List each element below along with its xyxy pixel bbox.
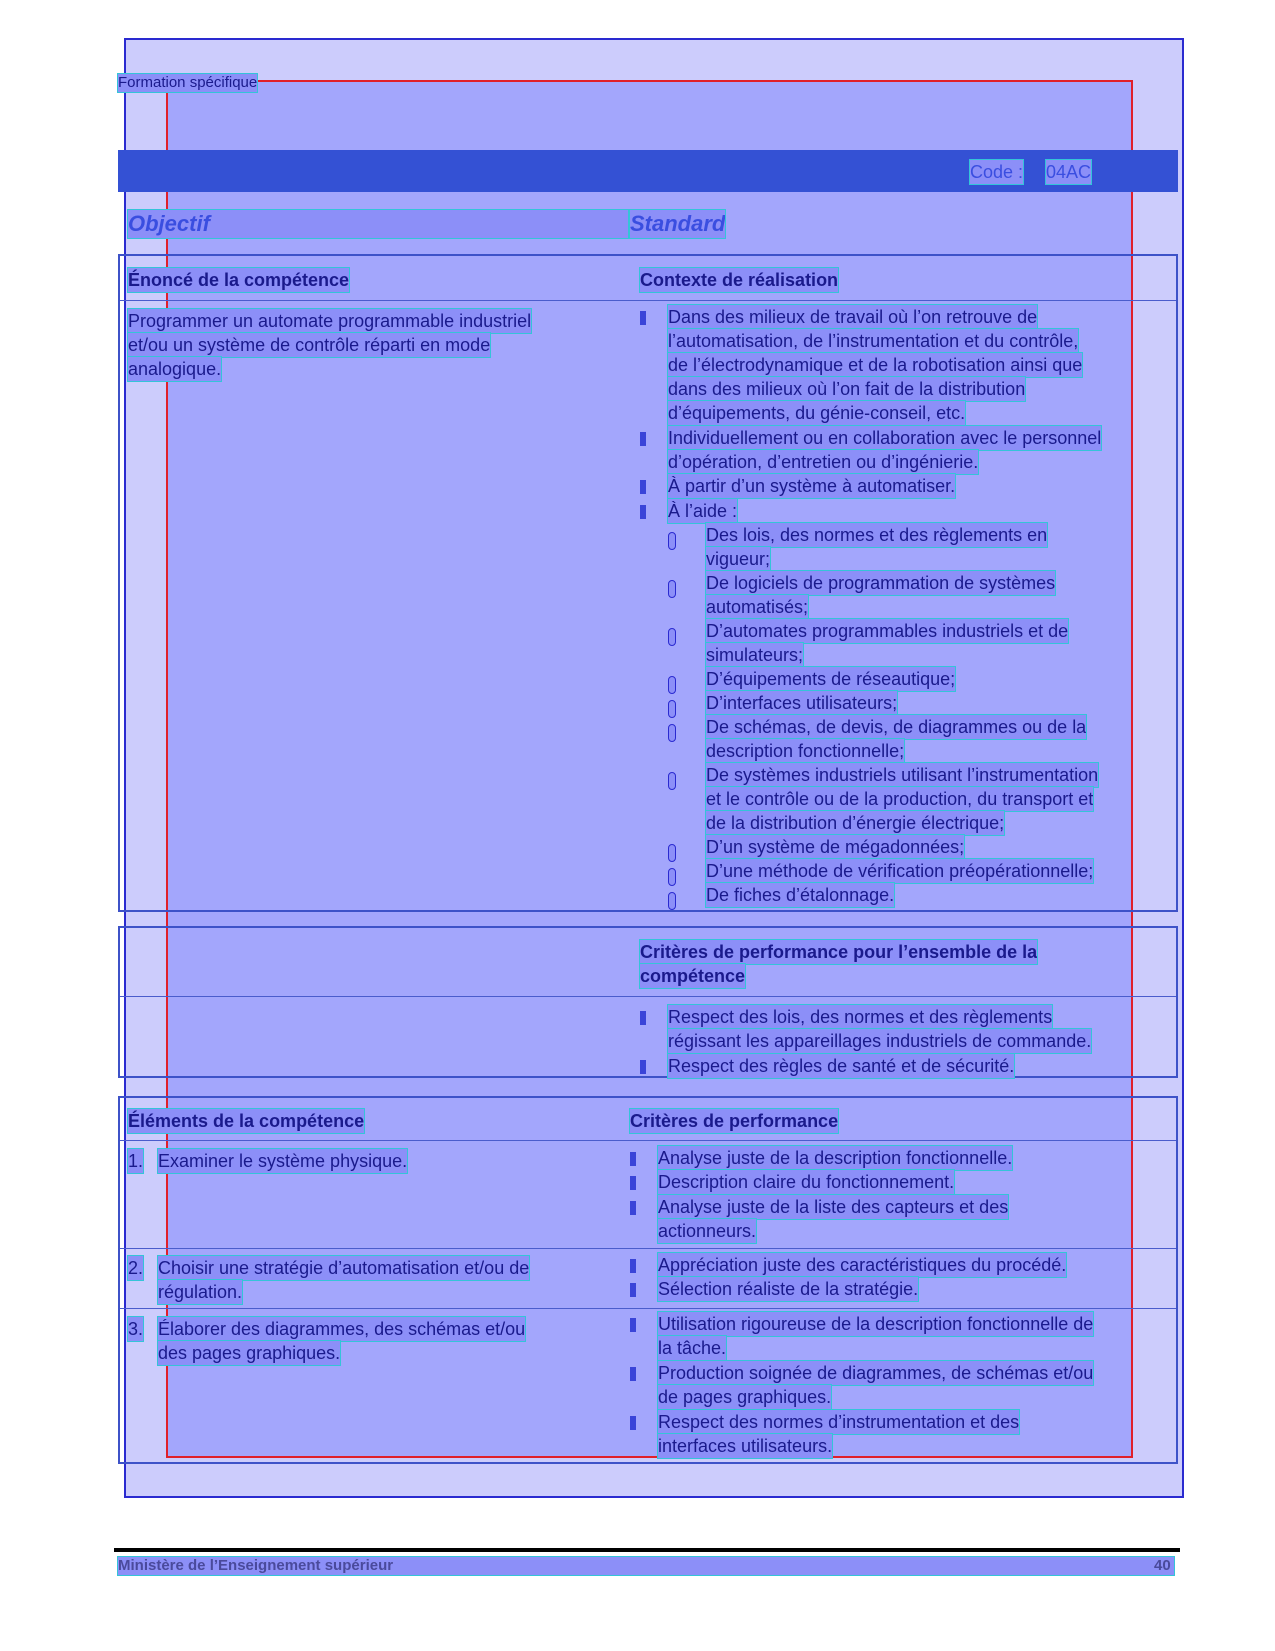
footer-rule <box>114 1548 1180 1552</box>
context-line: Individuellement ou en collaboration avec le personnel <box>668 428 1102 448</box>
context-line: l’automatisation, de l’instrumentation et du contrôle, <box>668 331 1079 351</box>
sub-item-line: et le contrôle ou de la production, du transport et <box>706 789 1094 809</box>
criterion-line: Sélection réaliste de la stratégie. <box>658 1279 919 1299</box>
bullet-icon <box>630 1416 636 1430</box>
code-value: 04AC <box>1046 162 1092 182</box>
bullet-icon <box>640 480 646 494</box>
standard-heading: Standard <box>630 211 726 236</box>
criterion-line: actionneurs. <box>658 1221 757 1241</box>
sub-item-line: automatisés; <box>706 597 809 617</box>
circle-bullet-icon <box>668 868 676 886</box>
statement-line: Programmer un automate programmable industriel <box>128 311 532 331</box>
context-heading: Contexte de réalisation <box>640 270 839 290</box>
element-number: 1. <box>128 1151 144 1171</box>
circle-bullet-icon <box>668 772 676 790</box>
criterion-line: Respect des normes d’instrumentation et des <box>658 1412 1020 1432</box>
element-line: des pages graphiques. <box>158 1343 341 1363</box>
element-number: 2. <box>128 1258 144 1278</box>
bullet-icon <box>630 1259 636 1273</box>
statement-line: analogique. <box>128 359 222 379</box>
sub-item-line: De schémas, de devis, de diagrammes ou de la <box>706 717 1087 737</box>
bullet-icon <box>640 1060 646 1074</box>
circle-bullet-icon <box>668 724 676 742</box>
section2-divider <box>120 996 1176 997</box>
sub-item-line: D’équipements de réseautique; <box>706 669 956 689</box>
sub-item-line: Des lois, des normes et des règlements en <box>706 525 1048 545</box>
criterion-line: Analyse juste de la liste des capteurs et des <box>658 1197 1009 1217</box>
elements-heading: Éléments de la compétence <box>128 1111 365 1131</box>
section3-divider <box>120 1308 1176 1309</box>
sub-item-line: description fonctionnelle; <box>706 741 905 761</box>
context-line: d’opération, d’entretien ou d’ingénierie. <box>668 452 979 472</box>
context-line: d’équipements, du génie-conseil, etc. <box>668 403 966 423</box>
circle-bullet-icon <box>668 892 676 910</box>
sub-item-line: de la distribution d’énergie électrique; <box>706 813 1005 833</box>
sub-item-line: De fiches d’étalonnage. <box>706 885 895 905</box>
criterion-line: la tâche. <box>658 1338 727 1358</box>
sub-item-line: simulateurs; <box>706 645 804 665</box>
global-criteria-heading: Critères de performance pour l’ensemble de la <box>640 942 1038 962</box>
bullet-icon <box>640 1011 646 1025</box>
section1-divider <box>120 300 1176 301</box>
criterion-line: Appréciation juste des caractéristiques du procédé. <box>658 1255 1067 1275</box>
bullet-icon <box>640 432 646 446</box>
criterion-line: Production soignée de diagrammes, de schémas et/ou <box>658 1363 1094 1383</box>
bullet-icon <box>630 1367 636 1381</box>
circle-bullet-icon <box>668 700 676 718</box>
context-line: À l’aide : <box>668 501 738 521</box>
context-line: dans des milieux où l’on fait de la distribution <box>668 379 1026 399</box>
context-line: de l’électrodynamique et de la robotisation ainsi que <box>668 355 1083 375</box>
circle-bullet-icon <box>668 628 676 646</box>
section3-divider <box>120 1140 1176 1141</box>
circle-bullet-icon <box>668 844 676 862</box>
sub-item-line: De logiciels de programmation de systèmes <box>706 573 1056 593</box>
criterion-line: Analyse juste de la description fonctionnelle. <box>658 1148 1013 1168</box>
sub-item-line: vigueur; <box>706 549 771 569</box>
element-line: régulation. <box>158 1282 243 1302</box>
bullet-icon <box>630 1318 636 1332</box>
statement-heading: Énoncé de la compétence <box>128 270 350 290</box>
bullet-icon <box>640 505 646 519</box>
sub-item-line: D’un système de mégadonnées; <box>706 837 965 857</box>
section3-divider <box>120 1248 1176 1249</box>
sub-item-line: D’interfaces utilisateurs; <box>706 693 898 713</box>
bullet-icon <box>630 1176 636 1190</box>
sub-item-line: D’automates programmables industriels et de <box>706 621 1069 641</box>
sub-item-line: De systèmes industriels utilisant l’instrumentation <box>706 765 1099 785</box>
global-criteria-heading: compétence <box>640 966 746 986</box>
criterion-line: interfaces utilisateurs. <box>658 1436 833 1456</box>
element-line: Examiner le système physique. <box>158 1151 408 1171</box>
context-line: Dans des milieux de travail où l’on retrouve de <box>668 307 1038 327</box>
criterion-line: Utilisation rigoureuse de la description fonctionnelle de <box>658 1314 1094 1334</box>
element-line: Élaborer des diagrammes, des schémas et/ou <box>158 1319 526 1339</box>
bullet-icon <box>630 1201 636 1215</box>
context-line: À partir d’un système à automatiser. <box>668 476 956 496</box>
sub-item-line: D’une méthode de vérification préopérationnelle; <box>706 861 1094 881</box>
bullet-icon <box>630 1283 636 1297</box>
criterion-line: de pages graphiques. <box>658 1387 832 1407</box>
criterion-line: Description claire du fonctionnement. <box>658 1172 955 1192</box>
global-criterion-line: Respect des règles de santé et de sécurité. <box>668 1056 1015 1076</box>
code-label: Code : <box>970 162 1024 182</box>
bullet-icon <box>630 1152 636 1166</box>
circle-bullet-icon <box>668 580 676 598</box>
global-criterion-line: Respect des lois, des normes et des règlements <box>668 1007 1053 1027</box>
circle-bullet-icon <box>668 532 676 550</box>
objective-heading: Objectif <box>128 210 628 238</box>
page-header-title: Formation spécifique <box>118 74 258 91</box>
bullet-icon <box>640 311 646 325</box>
element-number: 3. <box>128 1319 144 1339</box>
footer-ministry: Ministère de l’Enseignement supérieur <box>118 1557 1174 1575</box>
footer-page-number: 40 <box>1154 1557 1171 1574</box>
element-line: Choisir une stratégie d’automatisation et/ou de <box>158 1258 530 1278</box>
global-criterion-line: régissant les appareillages industriels de commande. <box>668 1031 1092 1051</box>
statement-line: et/ou un système de contrôle réparti en mode <box>128 335 491 355</box>
performance-heading: Critères de performance <box>630 1111 839 1131</box>
circle-bullet-icon <box>668 676 676 694</box>
